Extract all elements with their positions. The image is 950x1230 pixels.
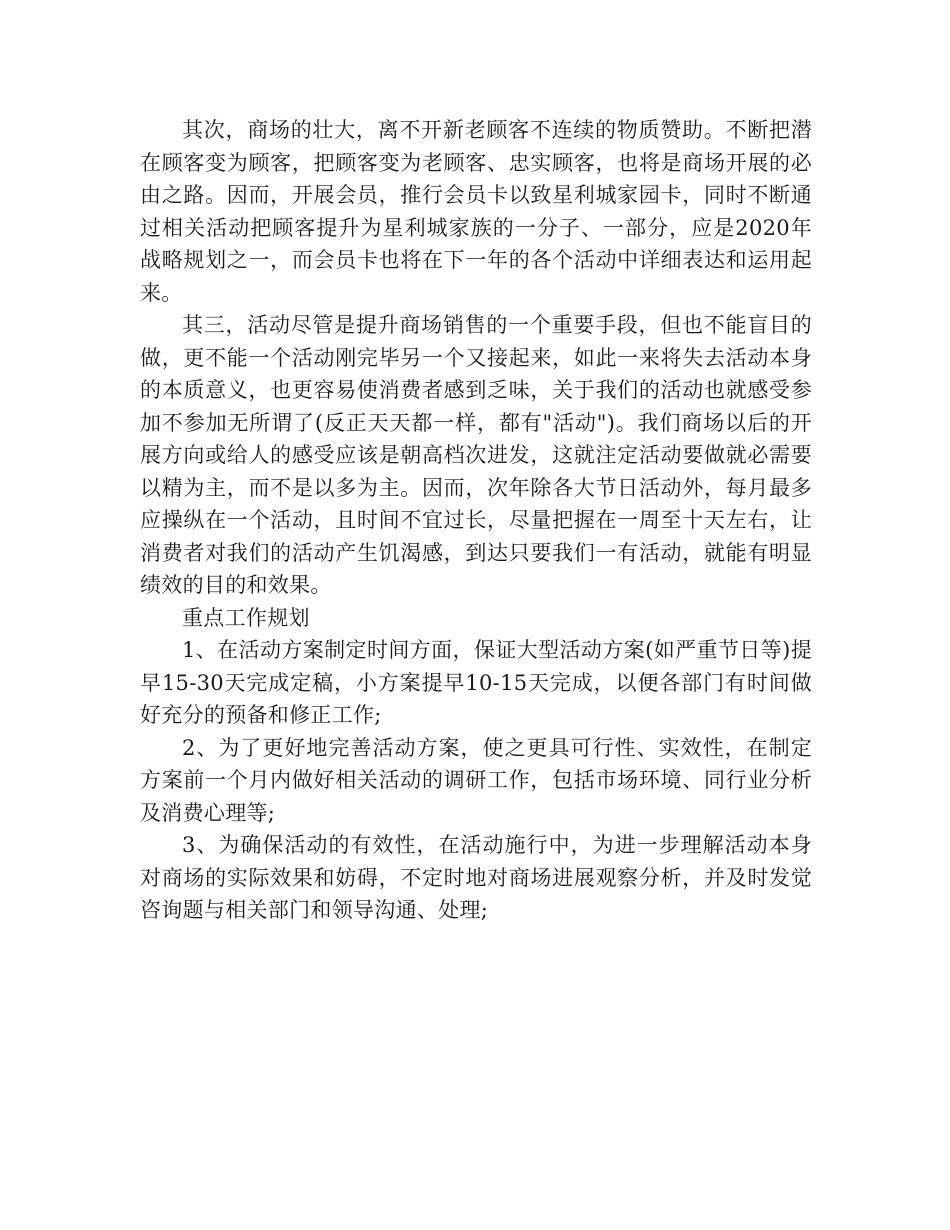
document-body — [140, 114, 812, 927]
paragraph-customers: 其次，商场的壮大，离不开新老顾客不连续的物质赞助。不断把潜在顾客变为顾客，把顾客变为老顾客、忠实顾客，也将是商场开展的必由之路。因而，开展会员，推行会员卡以致星利城家园卡，同时不断通过相关活动把顾客提升为星利城家族的一分子、一部分，应是2020年战略规划之一，而会员卡也将在下一年的各个活动中详细表达和运用起来。 — [140, 118, 812, 305]
list-item-3: 3、为确保活动的有效性，在活动施行中，为进一步理解活动本身对商场的实际效果和妨碍，不定时地对商场进展观察分析，并及时发觉咨询题与相关部门和领导沟通、处理; — [140, 833, 812, 922]
list-item-1: 1、在活动方案制定时间方面，保证大型活动方案(如严重节日等)提早15-30天完成定稿，小方案提早10-15天完成，以便各部门有时间做好充分的预备和修正工作; — [140, 638, 812, 727]
paragraph-activities: 其三，活动尽管是提升商场销售的一个重要手段，但也不能盲目的做，更不能一个活动刚完毕另一个又接起来，如此一来将失去活动本身的本质意义，也更容易使消费者感到乏味，关于我们的活动也就感受参加不参加无所谓了(反正天天都一样，都有"活动")。我们商场以后的开展方向或给人的感受应该是朝高档次进发，这就注定活动要做就必需要以精为主，而不是以多为主。因而，次年除各大节日活动外，每月最多应操纵在一个活动，且时间不宜过长，尽量把握在一周至十天左右，让消费者对我们的活动产生饥渴感，到达只要我们一有活动，就能有明显绩效的目的和效果。 — [140, 313, 812, 597]
section-heading: 重点工作规划 — [182, 605, 310, 630]
list-item-2: 2、为了更好地完善活动方案，使之更具可行性、实效性，在制定方案前一个月内做好相关活动的调研工作，包括市场环境、同行业分析及消费心理等; — [140, 735, 812, 825]
